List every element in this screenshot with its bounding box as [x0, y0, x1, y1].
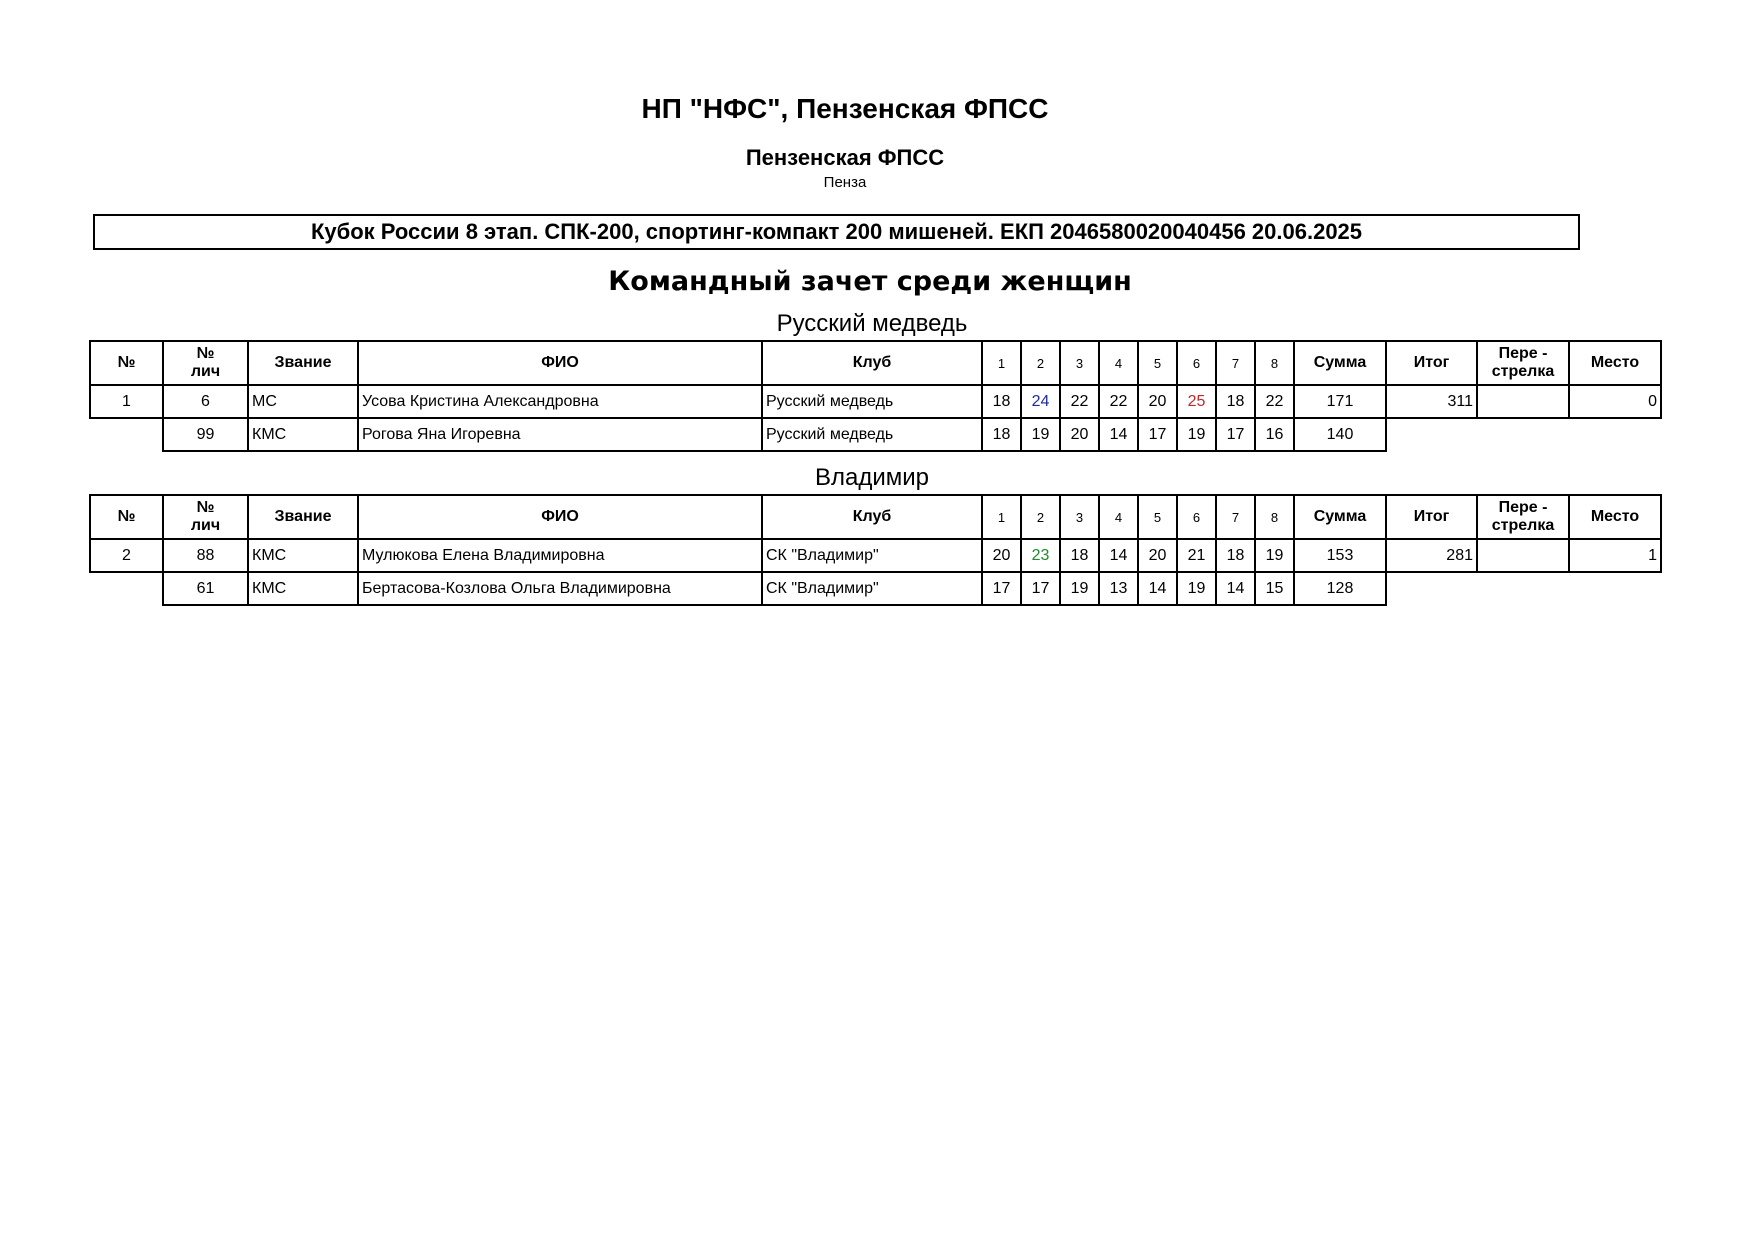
round-7-score: 18 [1216, 539, 1255, 572]
personal-no: 6 [163, 385, 248, 418]
col-header-rank: Звание [248, 341, 358, 385]
round-5-score: 17 [1138, 418, 1177, 451]
col-header-personal-no-line2: лич [190, 363, 221, 380]
place: 1 [1569, 539, 1661, 572]
round-4-score: 14 [1099, 539, 1138, 572]
col-header-round-3: 3 [1060, 495, 1099, 539]
col-header-rank: Звание [248, 495, 358, 539]
col-header-place: Место [1569, 341, 1661, 385]
round-6-score: 19 [1177, 418, 1216, 451]
page-title: Командный зачет среди женщин [608, 266, 1132, 297]
sum: 171 [1294, 385, 1386, 418]
table-row [90, 572, 1661, 605]
results-table [89, 494, 1662, 606]
round-4-score: 22 [1099, 385, 1138, 418]
col-header-round-7: 7 [1216, 341, 1255, 385]
sum: 153 [1294, 539, 1386, 572]
col-header-round-8: 8 [1255, 495, 1294, 539]
col-header-place: Место [1569, 495, 1661, 539]
athlete-name: Мулюкова Елена Владимировна [358, 539, 762, 572]
club: Русский медведь [762, 418, 982, 451]
round-2-score: 24 [1021, 385, 1060, 418]
athlete-name: Бертасова-Козлова Ольга Владимировна [358, 572, 762, 605]
round-4-score: 13 [1099, 572, 1138, 605]
round-2-score: 23 [1021, 539, 1060, 572]
team-no: 2 [90, 539, 163, 572]
round-8-score: 16 [1255, 418, 1294, 451]
round-7-score: 17 [1216, 418, 1255, 451]
col-header-round-1: 1 [982, 495, 1021, 539]
col-header-round-4: 4 [1099, 495, 1138, 539]
empty-cell [1477, 418, 1569, 451]
round-8-score: 22 [1255, 385, 1294, 418]
col-header-personal-no [163, 341, 248, 385]
shootoff [1477, 539, 1569, 572]
table-row [90, 385, 1661, 418]
team-name: Русский медведь [776, 310, 968, 337]
empty-cell [1569, 572, 1661, 605]
empty-cell [90, 418, 163, 451]
round-4-score: 14 [1099, 418, 1138, 451]
organization-title: НП "НФС", Пензенская ФПСС [641, 93, 1049, 124]
club: СК "Владимир" [762, 539, 982, 572]
col-header-shootoff-line2: стрелка [1491, 517, 1555, 534]
rank: КМС [248, 418, 358, 451]
round-3-score: 22 [1060, 385, 1099, 418]
rank: МС [248, 385, 358, 418]
col-header-round-6: 6 [1177, 341, 1216, 385]
col-header-club: Клуб [762, 495, 982, 539]
col-header-no: № [90, 495, 163, 539]
shootoff [1477, 385, 1569, 418]
col-header-round-6: 6 [1177, 495, 1216, 539]
col-header-shootoff [1477, 341, 1569, 385]
sum: 128 [1294, 572, 1386, 605]
sum: 140 [1294, 418, 1386, 451]
col-header-round-5: 5 [1138, 341, 1177, 385]
col-header-shootoff-line1: Пере - [1498, 345, 1548, 362]
table-row [90, 539, 1661, 572]
team-total: 281 [1386, 539, 1477, 572]
athlete-name: Рогова Яна Игоревна [358, 418, 762, 451]
round-8-score: 15 [1255, 572, 1294, 605]
round-1-score: 17 [982, 572, 1021, 605]
col-header-round-1: 1 [982, 341, 1021, 385]
personal-no: 99 [163, 418, 248, 451]
col-header-round-2: 2 [1021, 495, 1060, 539]
team-block [89, 307, 1662, 452]
rank: КМС [248, 539, 358, 572]
empty-cell [1477, 572, 1569, 605]
col-header-personal-no [163, 495, 248, 539]
empty-cell [1386, 572, 1477, 605]
club: Русский медведь [762, 385, 982, 418]
event-title: Кубок России 8 этап. СПК-200, спортинг-компакт 200 мишеней. ЕКП 2046580020040456 20.06.2025 [93, 214, 1580, 250]
round-2-score: 17 [1021, 572, 1060, 605]
col-header-total: Итог [1386, 495, 1477, 539]
round-1-score: 18 [982, 418, 1021, 451]
col-header-shootoff-line2: стрелка [1491, 363, 1555, 380]
empty-cell [1569, 418, 1661, 451]
personal-no: 61 [163, 572, 248, 605]
round-5-score: 20 [1138, 385, 1177, 418]
organization-subtitle: Пензенская ФПСС [745, 145, 945, 170]
col-header-personal-no-line1: № [196, 499, 215, 516]
team-no: 1 [90, 385, 163, 418]
col-header-club: Клуб [762, 341, 982, 385]
col-header-round-3: 3 [1060, 341, 1099, 385]
col-header-total: Итог [1386, 341, 1477, 385]
results-table [89, 340, 1662, 452]
table-row [90, 418, 1661, 451]
round-8-score: 19 [1255, 539, 1294, 572]
col-header-name: ФИО [358, 341, 762, 385]
col-header-round-4: 4 [1099, 341, 1138, 385]
round-3-score: 20 [1060, 418, 1099, 451]
round-6-score: 25 [1177, 385, 1216, 418]
round-2-score: 19 [1021, 418, 1060, 451]
col-header-name: ФИО [358, 495, 762, 539]
round-7-score: 14 [1216, 572, 1255, 605]
col-header-sum: Сумма [1294, 341, 1386, 385]
team-block [89, 461, 1662, 606]
team-total: 311 [1386, 385, 1477, 418]
round-6-score: 19 [1177, 572, 1216, 605]
col-header-round-5: 5 [1138, 495, 1177, 539]
table-header-row [90, 341, 1661, 385]
col-header-shootoff [1477, 495, 1569, 539]
club: СК "Владимир" [762, 572, 982, 605]
col-header-round-2: 2 [1021, 341, 1060, 385]
round-7-score: 18 [1216, 385, 1255, 418]
empty-cell [90, 572, 163, 605]
table-header-row [90, 495, 1661, 539]
empty-cell [1386, 418, 1477, 451]
city-label: Пенза [823, 174, 867, 191]
round-1-score: 20 [982, 539, 1021, 572]
place: 0 [1569, 385, 1661, 418]
col-header-sum: Сумма [1294, 495, 1386, 539]
col-header-round-7: 7 [1216, 495, 1255, 539]
round-3-score: 18 [1060, 539, 1099, 572]
col-header-no: № [90, 341, 163, 385]
athlete-name: Усова Кристина Александровна [358, 385, 762, 418]
col-header-shootoff-line1: Пере - [1498, 499, 1548, 516]
round-1-score: 18 [982, 385, 1021, 418]
col-header-personal-no-line2: лич [190, 517, 221, 534]
rank: КМС [248, 572, 358, 605]
personal-no: 88 [163, 539, 248, 572]
round-6-score: 21 [1177, 539, 1216, 572]
team-name: Владимир [814, 464, 930, 491]
col-header-personal-no-line1: № [196, 345, 215, 362]
round-5-score: 14 [1138, 572, 1177, 605]
round-3-score: 19 [1060, 572, 1099, 605]
round-5-score: 20 [1138, 539, 1177, 572]
col-header-round-8: 8 [1255, 341, 1294, 385]
